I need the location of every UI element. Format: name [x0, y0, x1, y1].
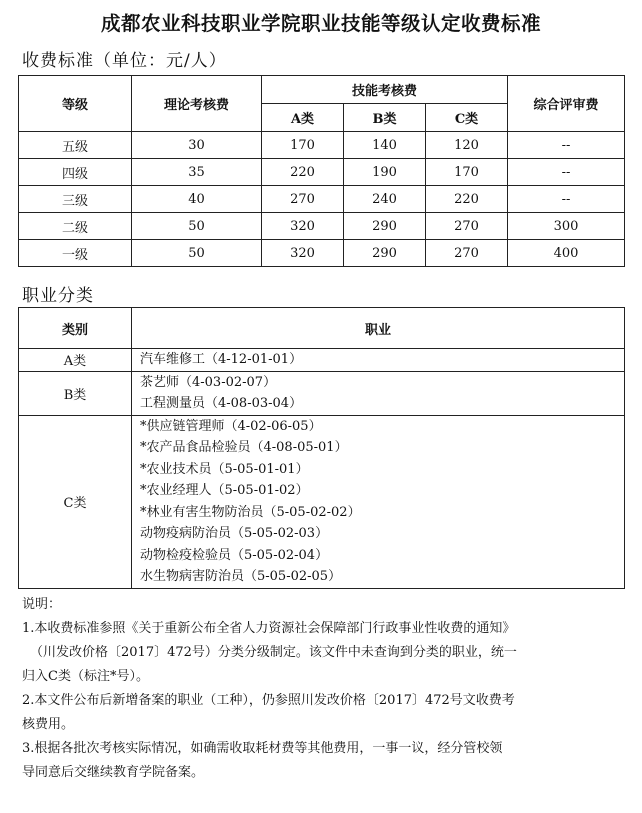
- note-1-line-3: 归入C类（标注*号）。: [22, 669, 149, 684]
- cell-theory: 40: [132, 186, 262, 213]
- cell-b: 290: [344, 213, 426, 240]
- table-row: [19, 186, 625, 213]
- note-2-line-1: 2.本文件公布后新增备案的职业（工种），仍参照川发改价格〔2017〕472号文收费考: [22, 693, 515, 708]
- header-skill-a: A类: [262, 104, 344, 132]
- cell-a: 320: [262, 240, 344, 267]
- note-3-line-2: 导同意后交继续教育学院备案。: [22, 765, 205, 780]
- category-cell: B类: [19, 371, 132, 415]
- header-review: 综合评审费: [508, 76, 625, 132]
- note-1-line-1: 1.本收费标准参照《关于重新公布全省人力资源社会保障部门行政事业性收费的通知》: [22, 621, 516, 636]
- cell-review: --: [508, 159, 625, 186]
- cell-level: 四级: [19, 159, 132, 186]
- header-skill: 技能考核费: [262, 76, 508, 104]
- occupation-item: *供应链管理师（4-02-06-05）: [140, 418, 322, 434]
- page-title: 成都农业科技职业学院职业技能等级认定收费标准: [100, 12, 541, 35]
- table-row: [19, 415, 625, 588]
- header-occupation: 职业: [132, 308, 625, 349]
- notes-heading: 说明：: [22, 597, 62, 612]
- cell-a: 320: [262, 213, 344, 240]
- cell-level: 三级: [19, 186, 132, 213]
- table-row: [19, 159, 625, 186]
- occupation-item: 动物检疫检验员（5-05-02-04）: [140, 547, 329, 563]
- header-theory: 理论考核费: [132, 76, 262, 132]
- cell-a: 270: [262, 186, 344, 213]
- occupation-cell: [132, 371, 625, 415]
- cell-level: 一级: [19, 240, 132, 267]
- occupation-cell: [132, 415, 625, 588]
- cell-a: 220: [262, 159, 344, 186]
- occupation-table: [18, 307, 625, 589]
- cell-level: 五级: [19, 132, 132, 159]
- header-level: 等级: [19, 76, 132, 132]
- occupation-item: *农业技术员（5-05-01-01）: [140, 461, 309, 477]
- cell-theory: 35: [132, 159, 262, 186]
- cell-review: --: [508, 186, 625, 213]
- category-cell: C类: [19, 415, 132, 588]
- occupation-item: 水生物病害防治员（5-05-02-05）: [140, 569, 342, 584]
- table-row: [19, 213, 625, 240]
- note-2-line-2: 核费用。: [22, 717, 75, 732]
- occupation-cell: [132, 349, 625, 372]
- occupation-item: *农业经理人（5-05-01-02）: [140, 483, 309, 498]
- cell-b: 140: [344, 132, 426, 159]
- cell-c: 120: [426, 132, 508, 159]
- cell-review: 300: [508, 213, 625, 240]
- cell-review: --: [508, 132, 625, 159]
- cell-theory: 50: [132, 240, 262, 267]
- notes-section: [22, 593, 632, 785]
- cell-b: 190: [344, 159, 426, 186]
- cell-theory: 30: [132, 132, 262, 159]
- occupation-item: 茶艺师（4-03-02-07）: [140, 374, 277, 390]
- note-1-line-2: （川发改价格〔2017〕472号）分类分级制定。该文件中未查询到分类的职业，统一: [30, 645, 517, 660]
- occupation-item: 汽车维修工（4-12-01-01）: [140, 352, 303, 367]
- note-3-line-1: 3.根据各批次考核实际情况，如确需收取耗材费等其他费用，一事一议，经分管校领: [22, 741, 503, 756]
- header-skill-c: C类: [426, 104, 508, 132]
- cell-c: 270: [426, 240, 508, 267]
- cell-b: 240: [344, 186, 426, 213]
- fee-section-label: 收费标准（单位：元/人）: [22, 51, 227, 71]
- occupation-item: *农产品食品检验员（4-08-05-01）: [140, 440, 348, 455]
- cell-level: 二级: [19, 213, 132, 240]
- occupation-item: 动物疫病防治员（5-05-02-03）: [140, 526, 329, 541]
- cell-review: 400: [508, 240, 625, 267]
- cell-c: 170: [426, 159, 508, 186]
- table-row: [19, 371, 625, 415]
- cell-a: 170: [262, 132, 344, 159]
- occupation-section-label: 职业分类: [22, 286, 94, 306]
- cell-c: 270: [426, 213, 508, 240]
- cell-c: 220: [426, 186, 508, 213]
- cell-b: 290: [344, 240, 426, 267]
- header-skill-b: B类: [344, 104, 426, 132]
- header-category: 类别: [19, 308, 132, 349]
- table-row: [19, 349, 625, 372]
- table-row: [19, 132, 625, 159]
- occupation-item: 工程测量员（4-08-03-04）: [140, 396, 303, 411]
- occupation-item: *林业有害生物防治员（5-05-02-02）: [140, 504, 361, 520]
- fee-table: [18, 75, 625, 267]
- cell-theory: 50: [132, 213, 262, 240]
- category-cell: A类: [19, 349, 132, 372]
- table-row: [19, 240, 625, 267]
